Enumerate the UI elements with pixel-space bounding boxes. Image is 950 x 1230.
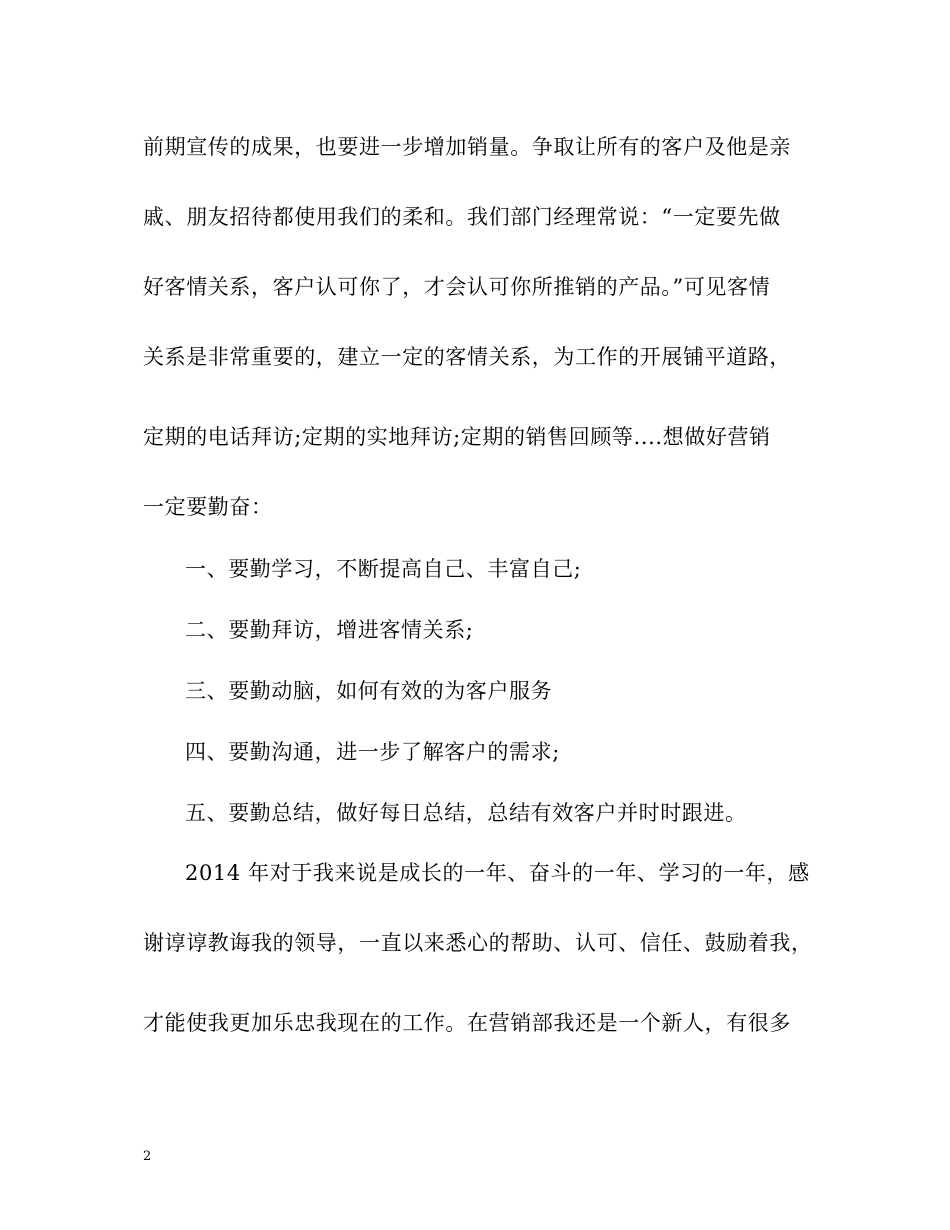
text-line-3: 好客情关系，客户认可你了，才会认可你所推销的产品。”可见客情: [143, 275, 771, 299]
text-line-5: 定期的电话拜访;定期的实地拜访;定期的销售回顾等....想做好营销: [143, 425, 771, 449]
page-number: 2: [143, 1149, 152, 1164]
text-line-4: 关系是非常重要的，建立一定的客情关系，为工作的开展铺平道路，: [143, 345, 791, 369]
list-item-4: 四、要勤沟通，进一步了解客户的需求;: [185, 740, 560, 764]
text-line-14: 才能使我更加乐忠我现在的工作。在营销部我还是一个新人，有很多: [143, 1011, 791, 1035]
text-line-13: 谢谆谆教诲我的领导，一直以来悉心的帮助、认可、信任、鼓励着我，: [143, 931, 813, 955]
text-line-2: 戚、朋友招待都使用我们的柔和。我们部门经理常说：“一定要先做: [143, 205, 781, 229]
text-line-6: 一定要勤奋：: [143, 495, 273, 519]
text-line-1: 前期宣传的成果，也要进一步增加销量。争取让所有的客户及他是亲: [143, 135, 791, 159]
paragraph-start-line: 2014 年对于我来说是成长的一年、奋斗的一年、学习的一年，感: [185, 861, 810, 885]
list-item-5: 五、要勤总结，做好每日总结，总结有效客户并时时跟进。: [185, 801, 747, 825]
list-item-3: 三、要勤动脑，如何有效的为客户服务: [185, 679, 553, 703]
list-item-2: 二、要勤拜访，增进客情关系;: [185, 618, 474, 642]
list-item-1: 一、要勤学习，不断提高自己、丰富自己;: [185, 557, 582, 581]
